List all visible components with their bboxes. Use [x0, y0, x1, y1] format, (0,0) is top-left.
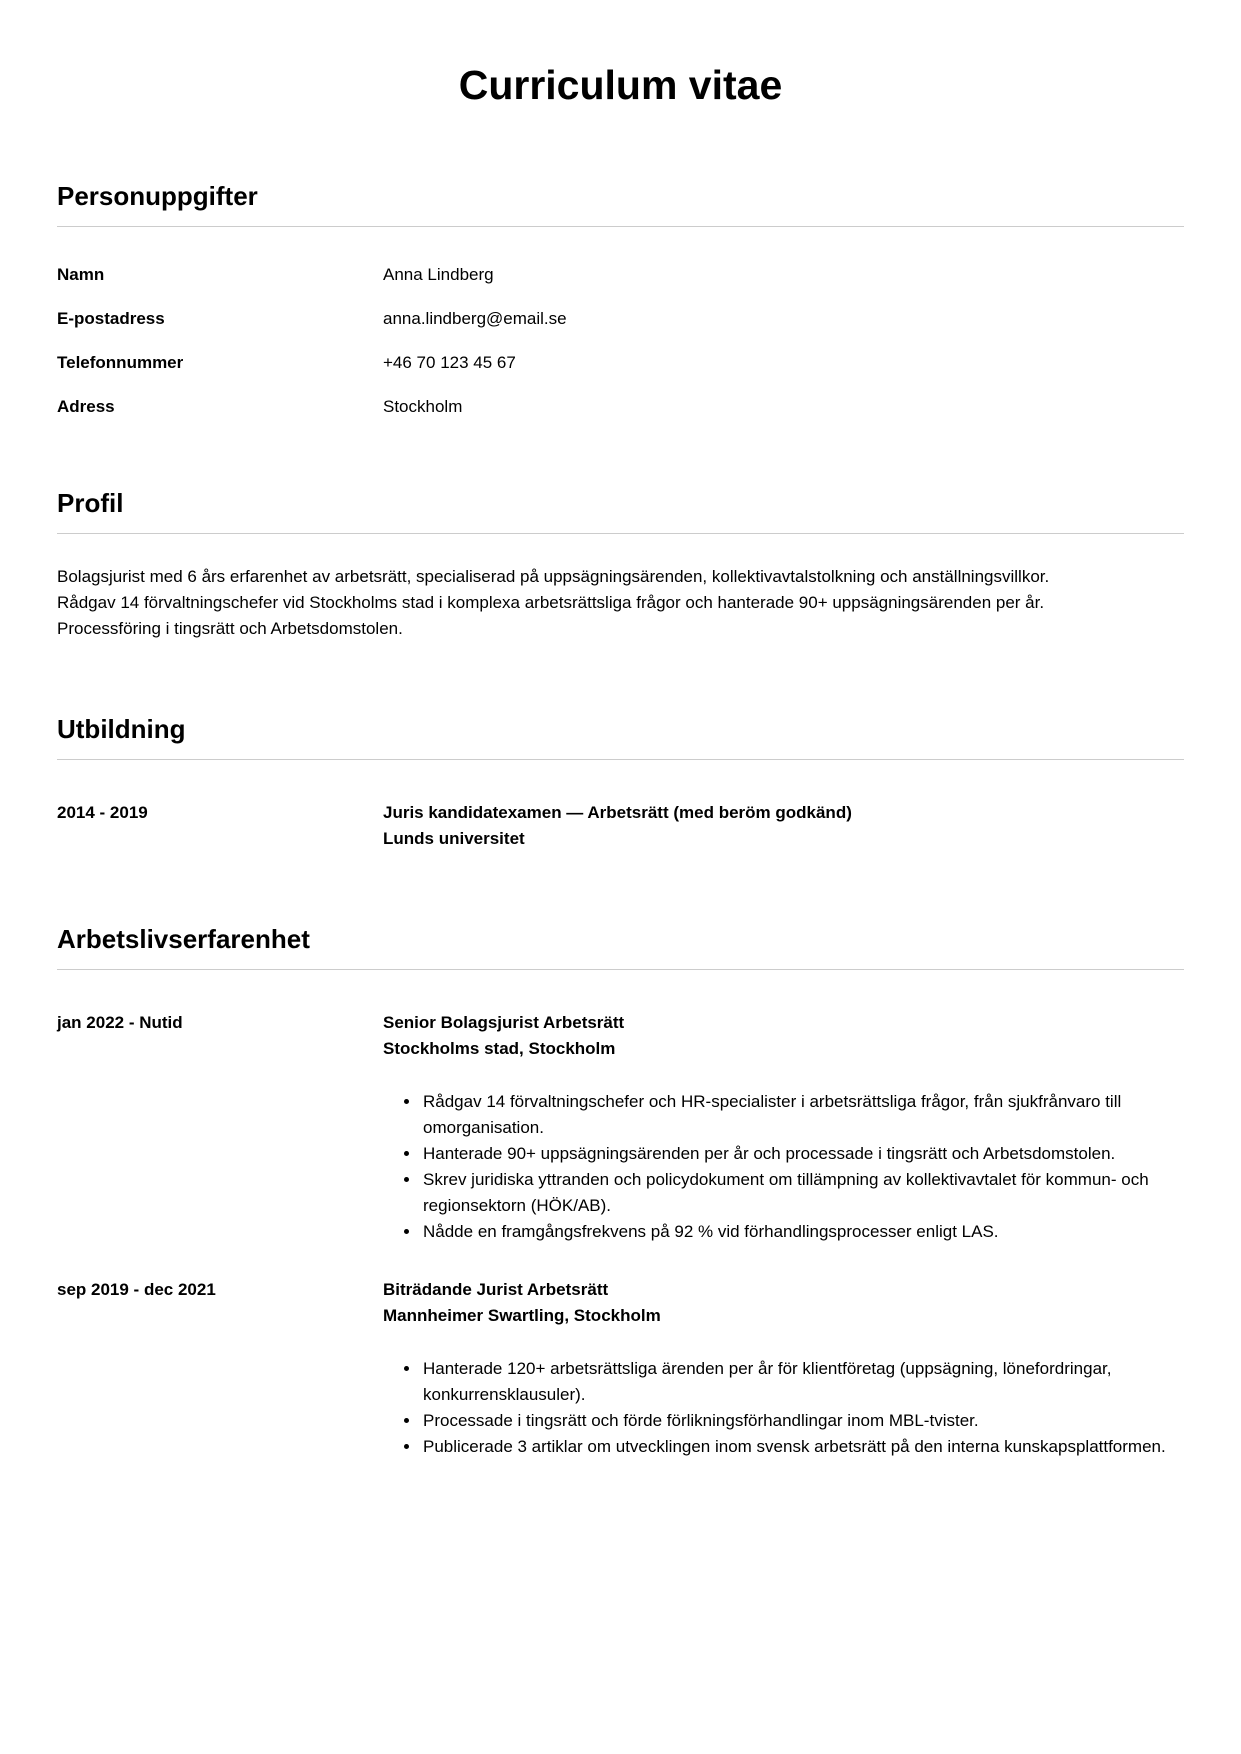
- bullet-item: • Skrev juridiska yttranden och policydokument om tillämpning av kollektivavtalet för kommun- och regionsektorn (HÖK/AB).: [421, 1167, 1184, 1219]
- section-heading-profil: Profil: [57, 488, 124, 518]
- section-divider: [57, 226, 1184, 227]
- section-divider: [57, 533, 1184, 534]
- experience-entry-1: [57, 1010, 1184, 1245]
- experience-entry-2: [57, 1277, 1184, 1460]
- education-institution: Lunds universitet: [383, 829, 525, 848]
- section-profil: [57, 488, 1184, 642]
- personal-row-telefonnummer: [57, 353, 1184, 372]
- personal-row-epostadress: [57, 309, 1184, 328]
- education-details: [383, 800, 1184, 852]
- field-label-epostadress: E-postadress: [57, 309, 165, 328]
- experience-details: [383, 1277, 1184, 1460]
- section-utbildning: [57, 714, 1184, 852]
- document-title: Curriculum vitae: [458, 62, 783, 108]
- experience-period: jan 2022 - Nutid: [57, 1013, 183, 1032]
- experience-bullet-list: [383, 1089, 1184, 1245]
- experience-details: [383, 1010, 1184, 1245]
- section-divider: [57, 759, 1184, 760]
- experience-job-title: Biträdande Jurist Arbetsrätt: [383, 1280, 609, 1299]
- field-label-telefonnummer: Telefonnummer: [57, 353, 184, 372]
- field-label-adress: Adress: [57, 397, 115, 416]
- education-entry: [57, 800, 1184, 852]
- field-value-telefonnummer: +46 70 123 45 67: [383, 353, 516, 372]
- experience-bullet-list: [383, 1356, 1184, 1460]
- section-divider: [57, 969, 1184, 970]
- experience-employer: Mannheimer Swartling, Stockholm: [383, 1306, 661, 1325]
- section-heading-utbildning: Utbildning: [57, 714, 186, 744]
- field-value-adress: Stockholm: [383, 397, 463, 416]
- field-value-namn: Anna Lindberg: [383, 265, 494, 284]
- bullet-item: • Processade i tingsrätt och förde förlikningsförhandlingar inom MBL-tvister.: [421, 1408, 1184, 1434]
- education-period: 2014 - 2019: [57, 803, 148, 822]
- bullet-item: • Nådde en framgångsfrekvens på 92 % vid förhandlingsprocesser enligt LAS.: [421, 1219, 1184, 1245]
- bullet-item: • Hanterade 90+ uppsägningsärenden per år och processade i tingsrätt och Arbetsdomstolen.: [421, 1141, 1184, 1167]
- experience-employer: Stockholms stad, Stockholm: [383, 1039, 616, 1058]
- field-label-namn: Namn: [57, 265, 105, 284]
- bullet-item: • Hanterade 120+ arbetsrättsliga ärenden per år för klientföretag (uppsägning, lönefordringar, konkurrensklausuler).: [421, 1356, 1184, 1408]
- bullet-item: • Rådgav 14 förvaltningschefer och HR-specialister i arbetsrättsliga frågor, från sjukfrånvaro till omorganisation.: [421, 1089, 1184, 1141]
- section-personuppgifter: [57, 181, 1184, 416]
- section-heading-arbetslivserfarenhet: Arbetslivserfarenhet: [57, 924, 310, 954]
- experience-period: sep 2019 - dec 2021: [57, 1280, 216, 1299]
- profile-summary-text: Bolagsjurist med 6 års erfarenhet av arbetsrätt, specialiserad på uppsägningsärenden, kollektivavtalstolkning och anställningsvillkor. Rådgav 14 förvaltningschefer vid Stockholms stad i komplexa arbetsrättsliga frågor och hanterade 90+ uppsägningsärenden per år. Processföring i tingsrätt och Arbetsdomstolen.: [57, 567, 1050, 638]
- personal-rows: [57, 265, 1184, 416]
- section-arbetslivserfarenhet: [57, 924, 1184, 1460]
- section-heading-personuppgifter: Personuppgifter: [57, 181, 258, 211]
- education-degree: Juris kandidatexamen — Arbetsrätt (med beröm godkänd): [383, 803, 852, 822]
- personal-row-namn: [57, 265, 1184, 284]
- experience-job-title: Senior Bolagsjurist Arbetsrätt: [383, 1013, 625, 1032]
- personal-row-adress: [57, 397, 1184, 416]
- field-value-epostadress: anna.lindberg@email.se: [383, 309, 567, 328]
- bullet-item: • Publicerade 3 artiklar om utvecklingen inom svensk arbetsrätt på den interna kunskapsplattformen.: [421, 1434, 1184, 1460]
